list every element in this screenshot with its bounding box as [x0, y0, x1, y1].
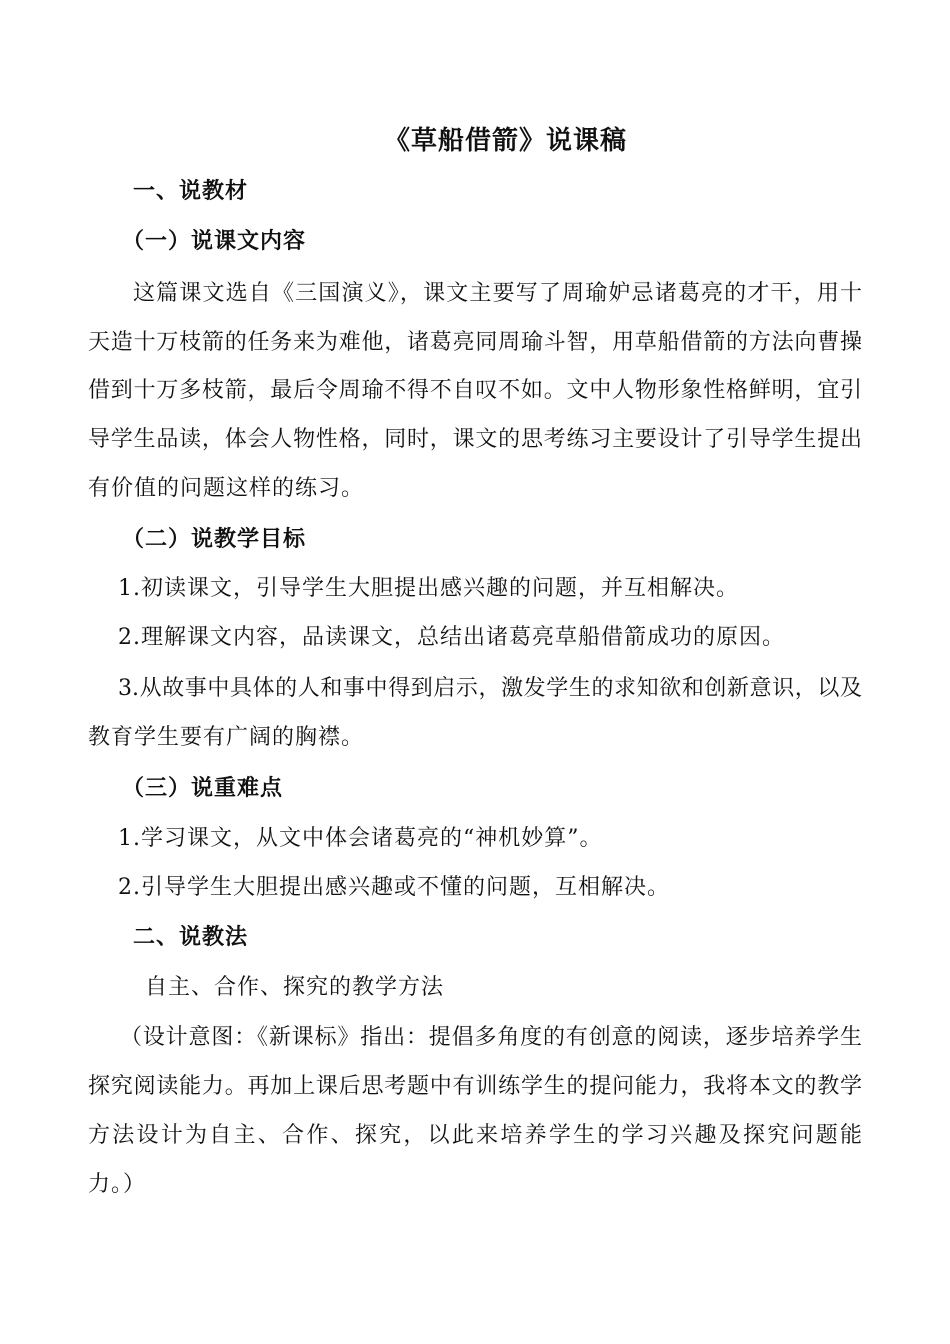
paragraph-line: 导学生品读，体会人物性格，同时，课文的思考练习主要设计了引导学生提出 [88, 427, 862, 452]
subsection-heading: （二）说教学目标 [122, 527, 307, 552]
list-item: 2.理解课文内容，品读课文，总结出诸葛亮草船借箭成功的原因。 [118, 625, 785, 650]
paragraph-line: 这篇课文选自《三国演义》，课文主要写了周瑜妒忌诸葛亮的才干，用十 [133, 281, 862, 306]
paragraph-line: 力。） [88, 1172, 147, 1197]
section-heading: 一、说教材 [133, 179, 249, 204]
list-item: 2.引导学生大胆提出感兴趣或不懂的问题，互相解决。 [118, 875, 670, 900]
method-line: 自主、合作、探究的教学方法 [145, 975, 445, 1000]
subsection-heading: （一）说课文内容 [122, 229, 307, 254]
list-item: 1.初读课文，引导学生大胆提出感兴趣的问题，并互相解决。 [118, 576, 739, 601]
paragraph-line: 借到十万多枝箭，最后令周瑜不得不自叹不如。文中人物形象性格鲜明，宜引 [88, 378, 862, 403]
section-heading: 二、说教法 [133, 925, 249, 950]
document-title: 《草船借箭》说课稿 [384, 126, 628, 156]
list-item: 3.从故事中具体的人和事中得到启示，激发学生的求知欲和创新意识，以及 [118, 676, 862, 701]
subsection-heading: （三）说重难点 [122, 776, 284, 801]
paragraph-line: 探究阅读能力。再加上课后思考题中有训练学生的提问能力，我将本文的教学 [88, 1074, 862, 1099]
paragraph-line: （设计意图：《新课标》指出：提倡多角度的有创意的阅读，逐步培养学生 [120, 1025, 862, 1050]
list-item: 1.学习课文，从文中体会诸葛亮的“神机妙算”。 [118, 826, 603, 851]
paragraph-line: 方法设计为自主、合作、探究，以此来培养学生的学习兴趣及探究问题能 [88, 1123, 862, 1148]
paragraph-line: 天造十万枝箭的任务来为难他，诸葛亮同周瑜斗智，用草船借箭的方法向曹操 [88, 330, 862, 355]
paragraph-line: 有价值的问题这样的练习。 [88, 476, 365, 501]
list-item-continued: 教育学生要有广阔的胸襟。 [88, 725, 365, 750]
